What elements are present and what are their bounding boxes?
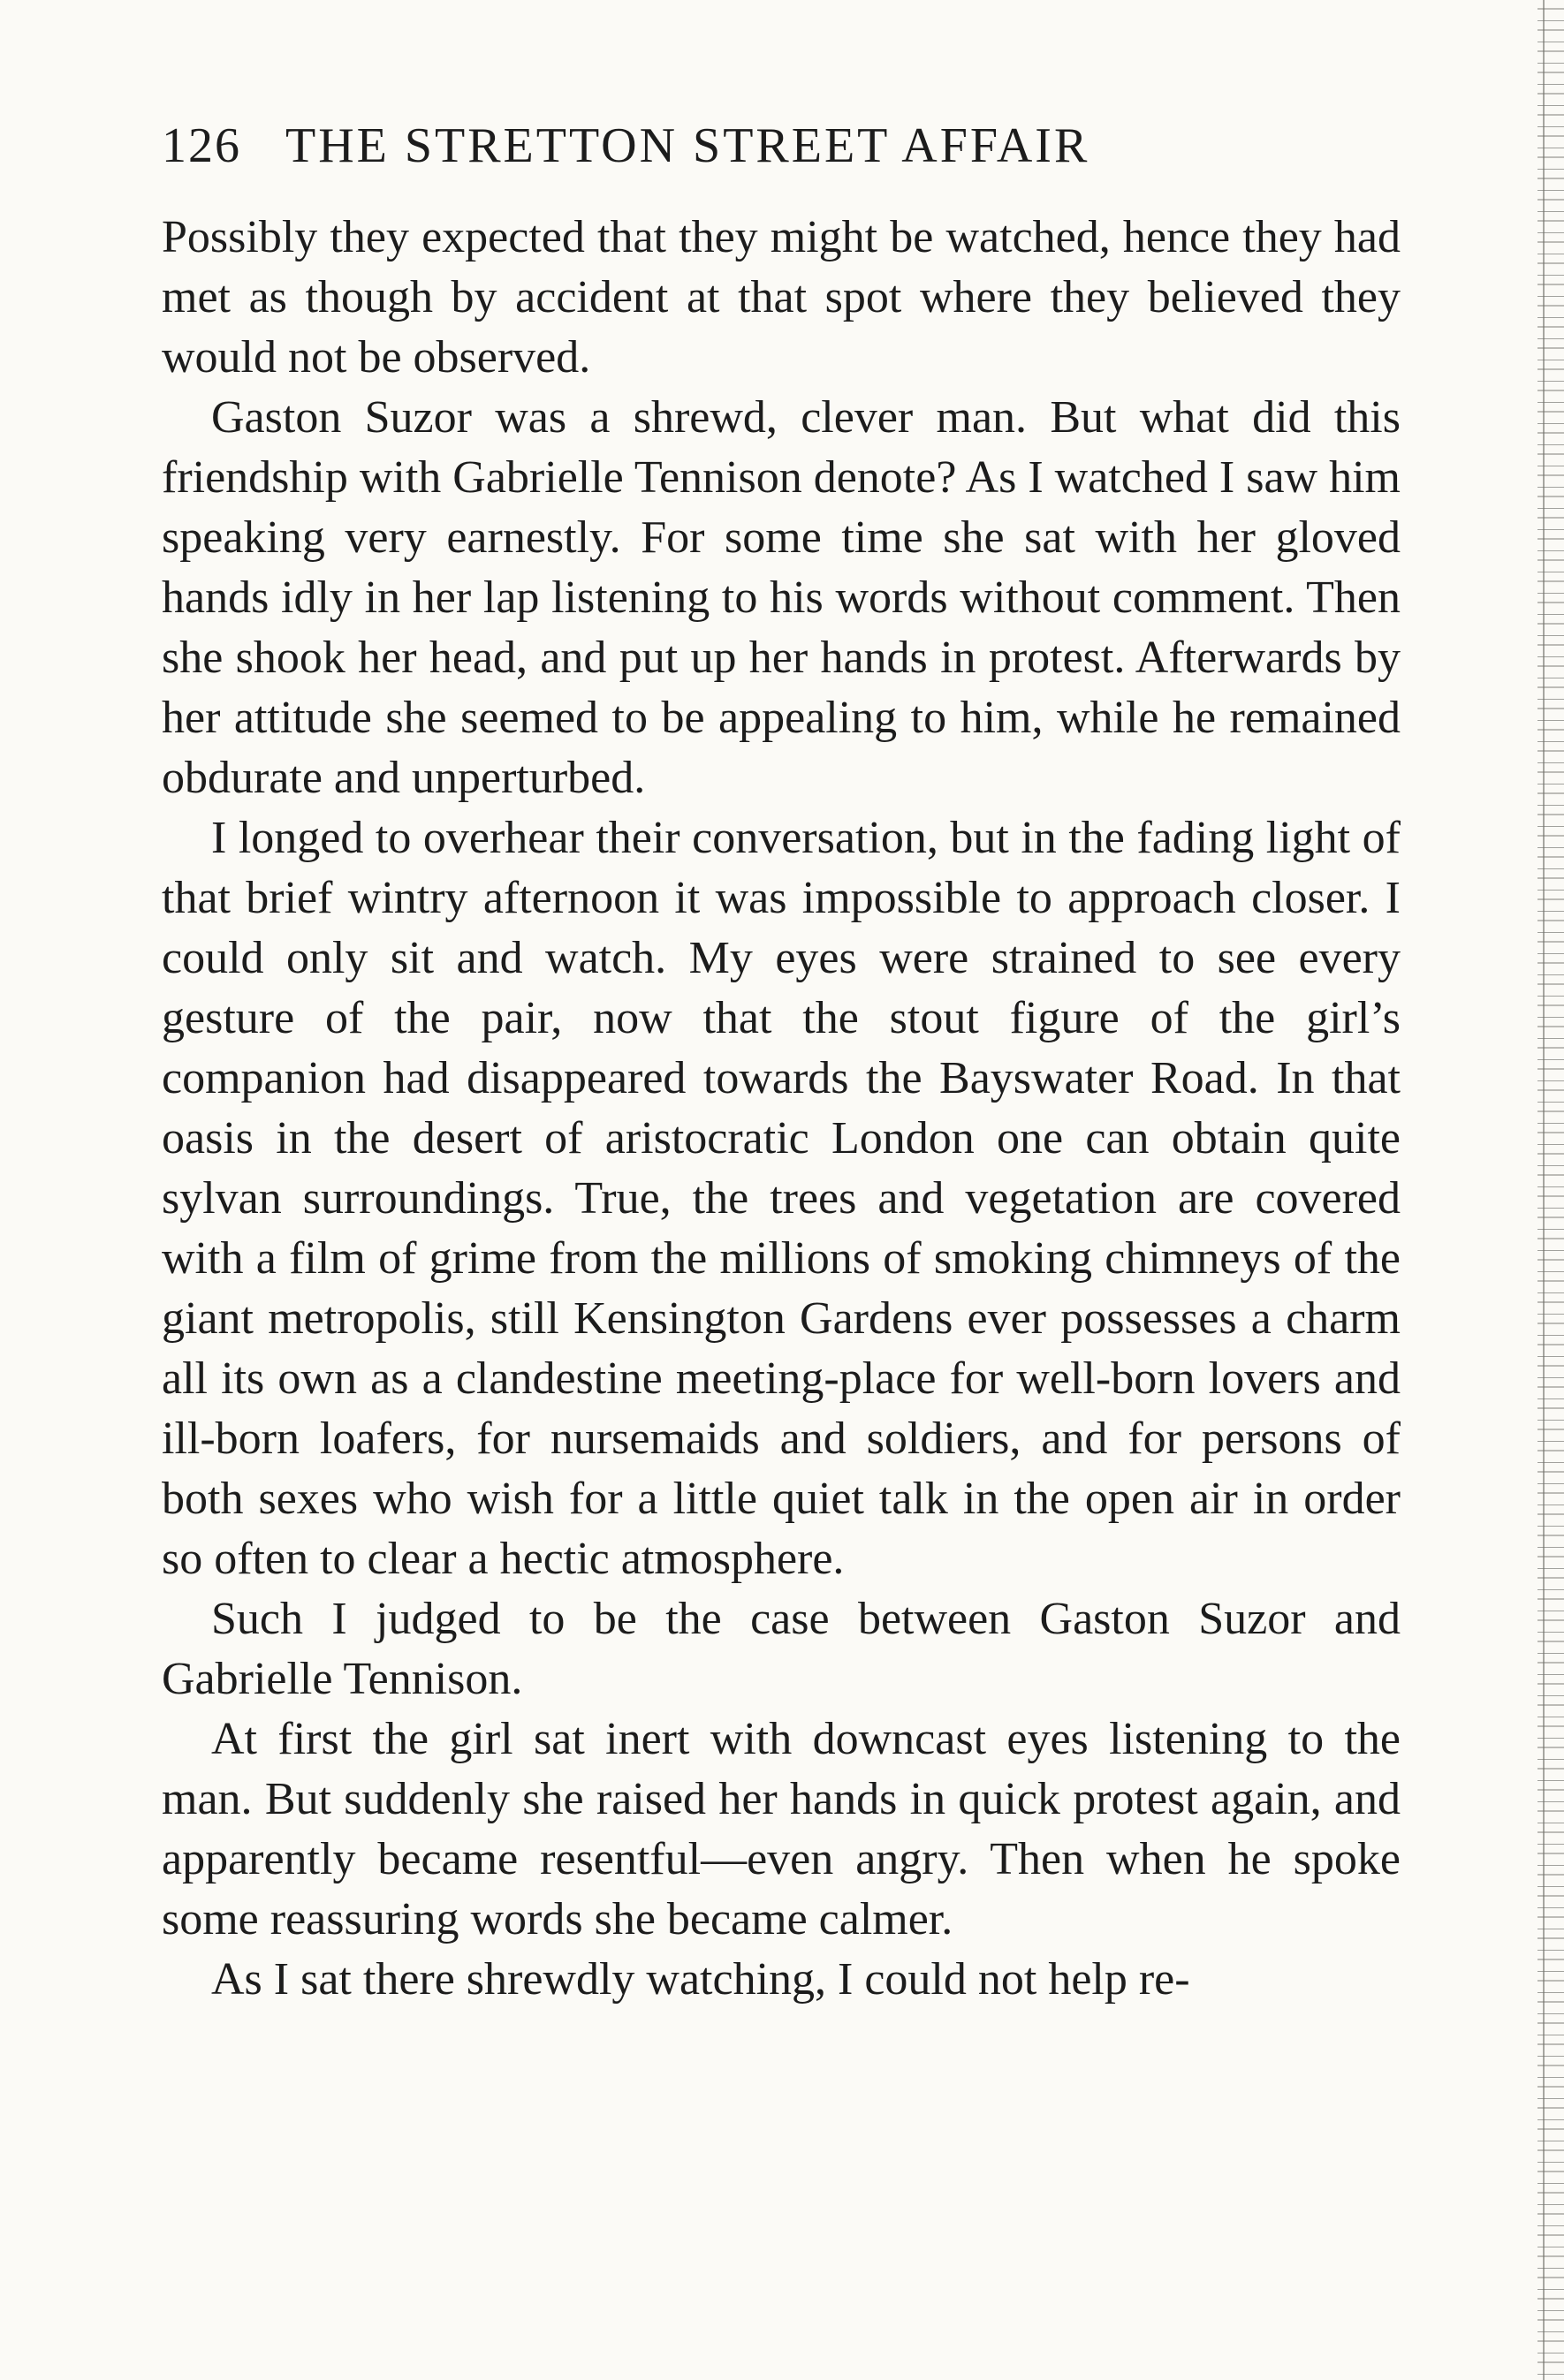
paragraph: I longed to overhear their conversation, but in the fading light of that brief wintry afternoon it was impossible to approach closer. I could only sit and watch. My eyes were strained to see every gesture of the pair, now that the stout figure of the girl’s companion had disappeared towards the Bayswater Road. In that oasis in the desert of aristocratic London one can obtain quite sylvan surroundings. True, the trees and vegetation are covered with a film of grime from the millions of smoking chimneys of the giant metropolis, still Kensington Gardens ever possesses a charm all its own as a clandestine meeting-place for well-born lovers and ill-born loafers, for nursemaids and soldiers, and for persons of both sexes who wish for a little quiet talk in the open air in order so often to clear a hectic atmosphere. <box>162 813 1401 1584</box>
running-title: THE STRETTON STREET AFFAIR <box>285 118 1090 173</box>
paragraph: At first the girl sat inert with downcast eyes listening to the man. But suddenly she raised her hands in quick protest again, and apparently became resentful—even angry. Then when he spoke some reassuring words she became calmer. <box>162 1714 1401 1944</box>
running-head <box>162 115 1416 177</box>
body-text <box>162 208 1401 2010</box>
binding-line <box>1543 0 1545 2380</box>
paragraph: Gaston Suzor was a shrewd, clever man. But what did this friendship with Gabrielle Tennison denote? As I watched I saw him speaking very earnestly. For some time she sat with her gloved hands idly in her lap listening to his words without comment. Then she shook her head, and put up her hands in protest. Afterwards by her attitude she seemed to be appealing to him, while he remained obdurate and unperturbed. <box>162 392 1401 803</box>
paragraph: As I sat there shrewdly watching, I could not help re- <box>211 1954 1190 2005</box>
paragraph: Such I judged to be the case between Gaston Suzor and Gabrielle Tennison. <box>162 1594 1401 1704</box>
page-number: 126 <box>162 118 241 173</box>
binding-edge <box>1537 0 1564 2380</box>
paragraph: Possibly they expected that they might be watched, hence they had met as though by accident at that spot where they believed they would not be observed. <box>162 212 1401 383</box>
